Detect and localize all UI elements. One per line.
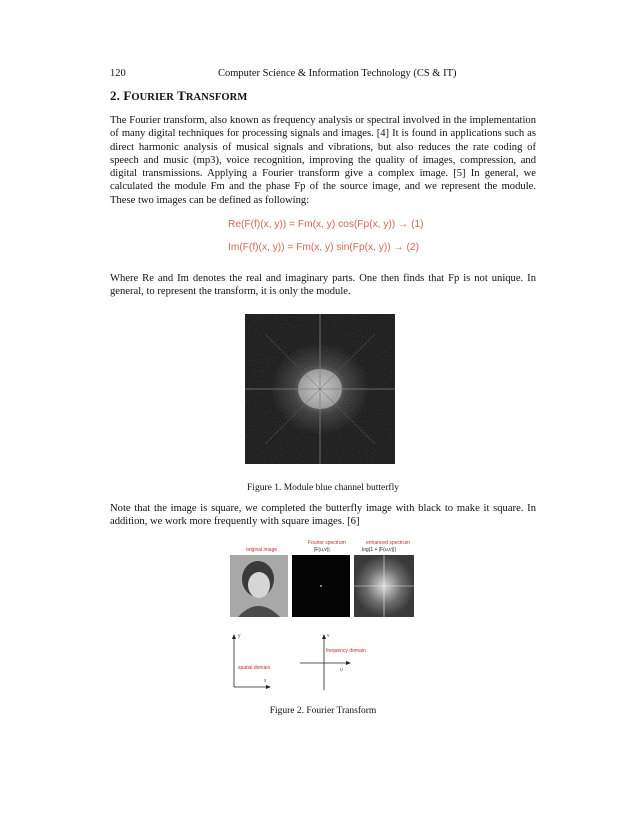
section-number: 2. xyxy=(110,88,120,103)
label-spatial-domain: spatial domain xyxy=(238,665,271,671)
section-title-ourier: OURIER xyxy=(131,92,174,103)
label-fourier-spectrum: Fourier spectrum xyxy=(308,540,346,546)
section-title-f: F xyxy=(123,88,132,103)
equation-2: Im(F(f)(x, y)) = Fm(x, y) sin(Fp(x, y)) → (2) xyxy=(228,242,419,253)
figure-2-caption: Figure 2. Fourier Transform xyxy=(269,706,377,716)
label-u-axis: u xyxy=(340,667,343,673)
figure-2-composite xyxy=(228,537,416,692)
figure-1-spectrum-image xyxy=(245,314,395,464)
label-y-axis: y xyxy=(238,633,241,639)
label-enhanced-formula: log(1 + |F(u,v)|) xyxy=(362,547,397,553)
journal-title: Computer Science & Information Technology (CS & IT) xyxy=(218,68,457,79)
label-frequency-domain: frequency domain xyxy=(326,648,366,654)
page-number: 120 xyxy=(110,68,126,79)
section-title-t: T xyxy=(177,88,186,103)
label-original-image: original image xyxy=(246,547,278,553)
label-spectrum-formula: |F(u,v)| xyxy=(314,547,330,553)
section-title-ransform: RANSFORM xyxy=(185,92,248,103)
frequency-domain-axes xyxy=(300,634,351,690)
section-heading xyxy=(110,88,247,104)
equation-1: Re(F(f)(x, y)) = Fm(x, y) cos(Fp(x, y)) → (1) xyxy=(228,219,424,230)
label-v-axis: v xyxy=(327,633,330,639)
paragraph-intro: The Fourier transform, also known as frequency analysis or spectral involved in the implementation of many digital techniques for processing signals and images. [4] It is found in applications such as direct harmonic analysis of musical signals and vibrations, but also reduces the rate coding of speech and music (mp3), voice recognition, improving the quality of images, compression, and digital transmissions. Applying a Fourier transform give a complex image. [5] In general, we calculated the module Fm and the phase Fp of the source image, and we represent the module. These two images can be defined as following: xyxy=(110,115,536,206)
label-x-axis: x xyxy=(264,678,267,684)
paragraph-square-image: Note that the image is square, we completed the butterfly image with black to make it square. In addition, we work more frequently with square images. [6] xyxy=(110,503,536,528)
figure-1-caption: Figure 1. Module blue channel butterfly xyxy=(247,483,399,493)
label-enhanced-spectrum: enhanced spectrum xyxy=(366,540,410,546)
paragraph-real-imag: Where Re and Im denotes the real and imaginary parts. One then finds that Fp is not unique. In general, to represent the transform, it is only the module. xyxy=(110,273,536,298)
